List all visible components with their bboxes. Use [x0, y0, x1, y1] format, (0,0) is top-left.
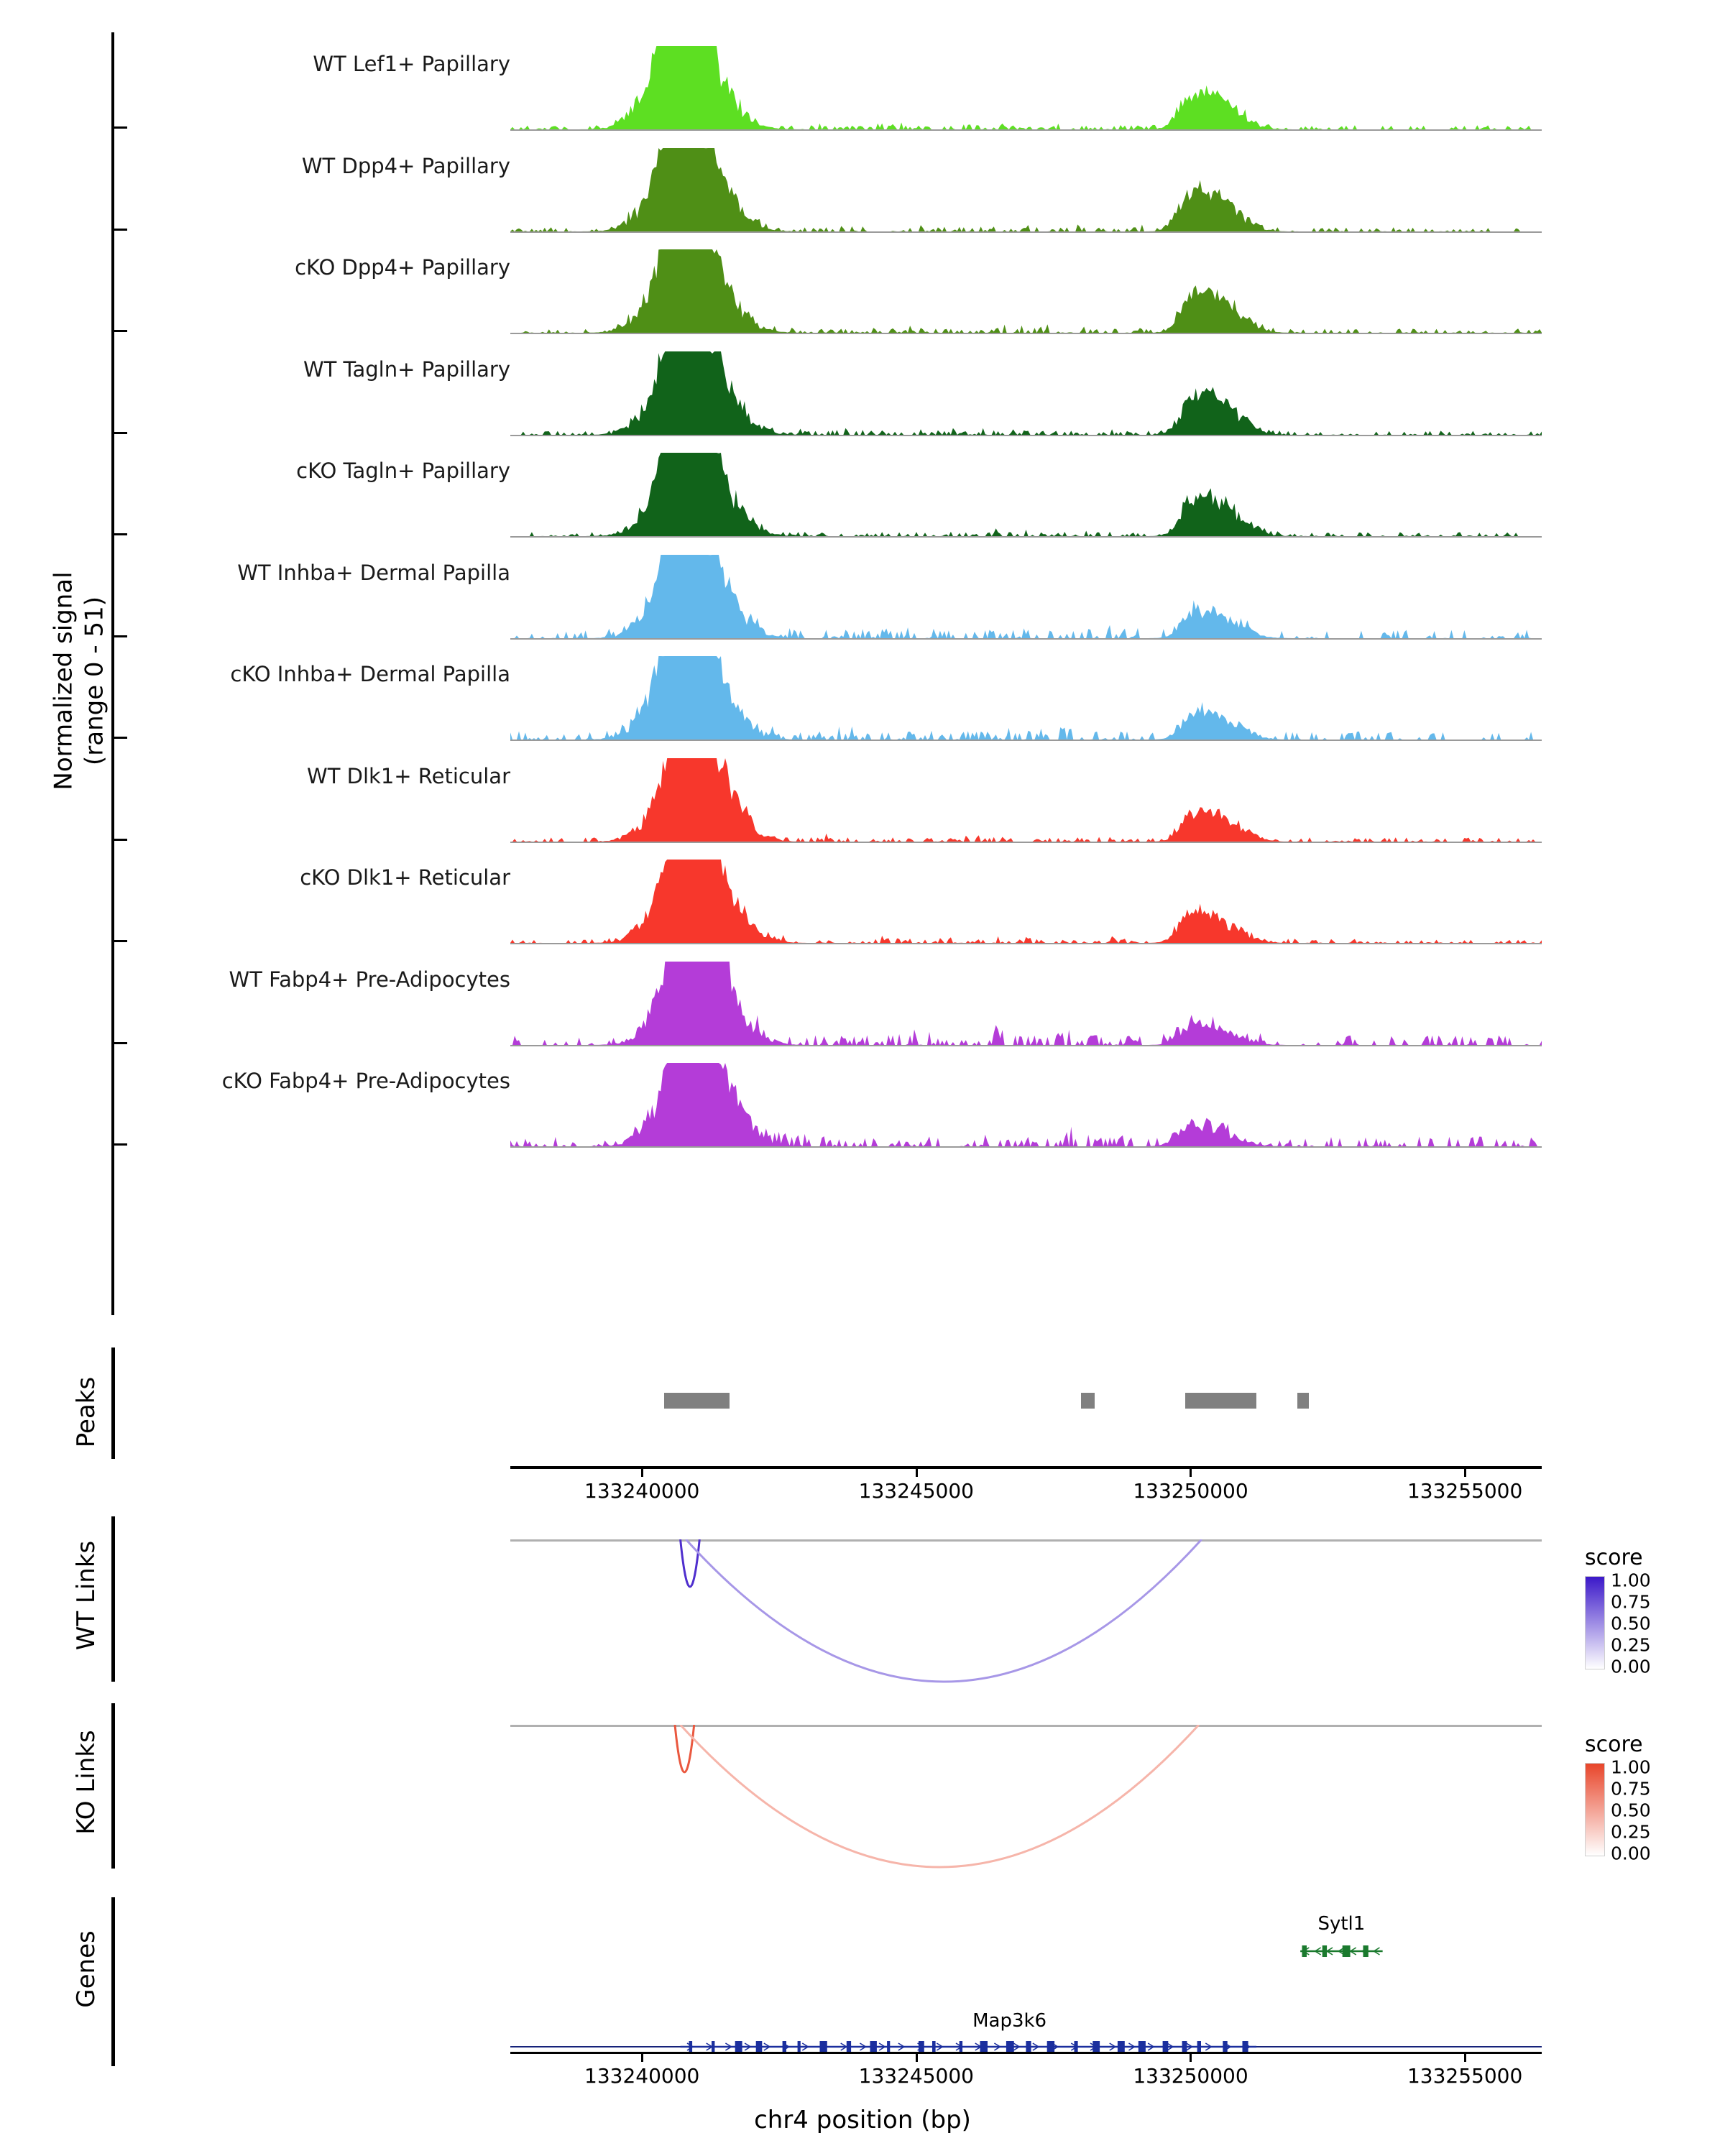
gene-label-sytl1: Sytl1 — [1317, 1913, 1366, 1935]
track-axis-tick-2 — [111, 330, 127, 332]
wt-legend-ticks-label-4: 0.00 — [1611, 1656, 1651, 1677]
signal-track-8 — [510, 855, 1542, 943]
wt-legend-gradient — [1585, 1576, 1605, 1669]
track-axis-tick-3 — [111, 432, 127, 434]
track-baseline-3 — [510, 435, 1542, 436]
signal-track-6 — [510, 652, 1542, 740]
track-baseline-0 — [510, 129, 1542, 131]
axis-top-tick-label-0: 133240000 — [584, 1479, 700, 1503]
axis-bottom-tick-2 — [1190, 2054, 1192, 2062]
axis-top-tick-1 — [916, 1469, 918, 1477]
genomic-axis-bottom — [510, 2052, 1542, 2054]
axis-top-tick-3 — [1464, 1469, 1466, 1477]
track-label-8: cKO Dlk1+ Reticular — [300, 865, 510, 890]
axis-top-tick-2 — [1190, 1469, 1192, 1477]
ko-legend-ticks-label-0: 1.00 — [1611, 1756, 1651, 1778]
signal-track-9 — [510, 957, 1542, 1045]
axis-top-tick-label-3: 133255000 — [1407, 1479, 1523, 1503]
genes-panel — [510, 1897, 1542, 2077]
wt-legend-ticks-label-2: 0.50 — [1611, 1613, 1651, 1634]
wt-legend-ticks-label-1: 0.75 — [1611, 1591, 1651, 1613]
tracks-axis-bar — [111, 32, 114, 1315]
peaks-label: Peaks — [72, 1376, 101, 1448]
track-baseline-10 — [510, 1146, 1542, 1148]
track-baseline-6 — [510, 740, 1542, 741]
wt-links-label: WT Links — [72, 1540, 101, 1651]
track-label-3: WT Tagln+ Papillary — [303, 356, 510, 382]
ko-links-panel — [510, 1725, 1542, 1876]
peak-region-1 — [1081, 1393, 1095, 1409]
signal-track-4 — [510, 448, 1542, 536]
axis-bottom-tick-0 — [641, 2054, 643, 2062]
ko-legend-ticks-label-2: 0.50 — [1611, 1800, 1651, 1821]
ko-legend-ticks-label-1: 0.75 — [1611, 1778, 1651, 1800]
signal-track-10 — [510, 1059, 1542, 1146]
ko-legend-gradient — [1585, 1763, 1605, 1856]
track-baseline-7 — [510, 842, 1542, 843]
ko-legend-ticks-label-4: 0.00 — [1611, 1843, 1651, 1864]
track-baseline-4 — [510, 536, 1542, 538]
track-label-10: cKO Fabp4+ Pre-Adipocytes — [221, 1069, 510, 1093]
wt-links-panel — [510, 1539, 1542, 1690]
peak-region-0 — [664, 1393, 730, 1409]
signal-track-7 — [510, 754, 1542, 842]
track-baseline-9 — [510, 1045, 1542, 1046]
track-label-0: WT Lef1+ Papillary — [313, 52, 510, 76]
track-label-6: cKO Inhba+ Dermal Papilla — [230, 662, 510, 686]
axis-top-tick-label-2: 133250000 — [1133, 1479, 1248, 1503]
ko-links-axis-bar — [111, 1703, 115, 1869]
track-axis-tick-9 — [111, 1042, 127, 1044]
axis-bottom-tick-label-1: 133245000 — [858, 2064, 974, 2088]
wt-links-axis-bar — [111, 1516, 115, 1682]
wt-legend-ticks-label-3: 0.25 — [1611, 1634, 1651, 1656]
axis-top-tick-label-1: 133245000 — [858, 1479, 974, 1503]
peak-region-3 — [1297, 1393, 1308, 1409]
track-label-2: cKO Dpp4+ Papillary — [295, 255, 510, 280]
axis-bottom-tick-3 — [1464, 2054, 1466, 2062]
peak-region-2 — [1185, 1393, 1256, 1409]
track-baseline-8 — [510, 943, 1542, 944]
track-axis-tick-1 — [111, 229, 127, 231]
track-axis-tick-4 — [111, 533, 127, 535]
axis-bottom-tick-label-0: 133240000 — [584, 2064, 700, 2088]
genes-axis-bar — [111, 1897, 115, 2066]
signal-track-2 — [510, 245, 1542, 333]
axis-bottom-tick-label-3: 133255000 — [1407, 2064, 1523, 2088]
track-baseline-5 — [510, 638, 1542, 640]
ko-legend-title: score — [1585, 1732, 1643, 1757]
track-axis-tick-5 — [111, 635, 127, 637]
axis-bottom-tick-label-2: 133250000 — [1133, 2064, 1248, 2088]
track-label-7: WT Dlk1+ Reticular — [307, 763, 510, 788]
track-label-4: cKO Tagln+ Papillary — [296, 459, 510, 483]
peaks-axis-bar — [111, 1348, 115, 1459]
track-label-9: WT Fabp4+ Pre-Adipocytes — [229, 967, 510, 992]
track-baseline-2 — [510, 333, 1542, 334]
ko-links-legend — [1585, 1732, 1651, 1864]
axis-top-tick-0 — [641, 1469, 643, 1477]
genomic-axis-top — [510, 1466, 1542, 1469]
track-label-5: WT Inhba+ Dermal Papilla — [237, 560, 510, 585]
track-axis-tick-8 — [111, 940, 127, 942]
track-axis-tick-7 — [111, 839, 127, 841]
track-baseline-1 — [510, 231, 1542, 233]
ko-links-label: KO Links — [72, 1730, 101, 1835]
y-axis-title — [49, 480, 110, 883]
y-axis-title-line2: (range 0 - 51) — [80, 596, 109, 765]
y-axis-title-line1: Normalized signal — [49, 571, 78, 791]
x-axis-title: chr4 position (bp) — [754, 2106, 971, 2134]
track-axis-tick-6 — [111, 737, 127, 739]
signal-track-0 — [510, 42, 1542, 129]
axis-bottom-tick-1 — [916, 2054, 918, 2062]
track-axis-tick-0 — [111, 126, 127, 129]
track-label-1: WT Dpp4+ Papillary — [301, 153, 510, 178]
signal-track-1 — [510, 144, 1542, 231]
wt-links-legend — [1585, 1545, 1651, 1677]
signal-track-3 — [510, 347, 1542, 435]
genes-label: Genes — [72, 1930, 101, 2008]
signal-track-5 — [510, 550, 1542, 638]
gene-label-map3k6: Map3k6 — [972, 2010, 1047, 2032]
wt-legend-title: score — [1585, 1545, 1643, 1570]
wt-legend-ticks-label-0: 1.00 — [1611, 1570, 1651, 1591]
ko-legend-ticks-label-3: 0.25 — [1611, 1821, 1651, 1843]
track-axis-tick-10 — [111, 1143, 127, 1146]
